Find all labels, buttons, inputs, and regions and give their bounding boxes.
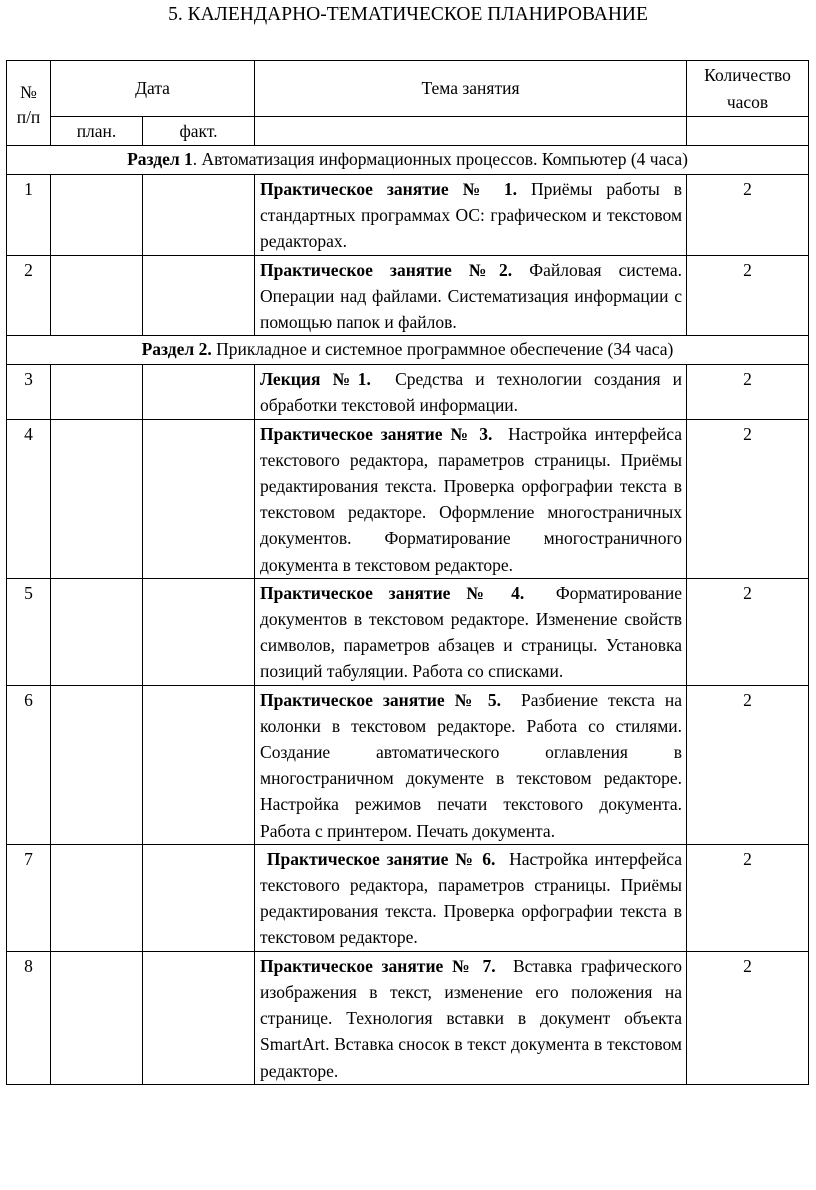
- lesson-row: [7, 685, 809, 844]
- lesson-description: Настройка интерфейса текстового редактора, параметров страницы. Приёмы редактирования текста. Проверка орфографии текста в текстовом редакторе.: [260, 848, 687, 948]
- section-title: . Автоматизация информационных процессов. Компьютер (4 часа): [192, 149, 688, 169]
- lesson-type: Практическое занятие № 5.: [260, 689, 502, 710]
- lesson-hours: 2: [687, 255, 809, 336]
- lesson-plan-date: [51, 951, 143, 1084]
- header-row: [7, 61, 809, 117]
- lesson-description: Приёмы работы в стандартных программах ОС: графическом и текстовом редакторах.: [260, 179, 687, 252]
- lesson-number: 8: [7, 951, 51, 1084]
- lesson-number: 7: [7, 844, 51, 951]
- section-label: Раздел 1: [127, 149, 193, 169]
- header-subrow: [7, 117, 809, 146]
- lesson-plan-date: [51, 578, 143, 685]
- lesson-type: Практическое занятие № 6.: [260, 848, 496, 869]
- lesson-type: Практическое занятие № 1.: [260, 179, 518, 199]
- header-hours-line1: Количество: [704, 65, 791, 85]
- lesson-type: Лекция №1.: [260, 369, 371, 390]
- lesson-number: 3: [7, 365, 51, 419]
- lesson-plan-date: [51, 175, 143, 256]
- lesson-description: Разбиение текста на колонки в текстовом редакторе. Работа со стилями. Создание автоматического оглавления в многостраничном документе в текстовом редакторе. Настройка режимов печати текстового документа. Работа с принтером. Печать документа.: [260, 689, 687, 841]
- lesson-topic: [255, 419, 687, 578]
- header-topic: Тема занятия: [255, 61, 687, 117]
- lesson-plan-date: [51, 365, 143, 419]
- lesson-number: 2: [7, 255, 51, 336]
- lesson-fact-date: [143, 951, 255, 1084]
- section-row: [7, 146, 809, 175]
- lesson-row: [7, 365, 809, 419]
- lesson-plan-date: [51, 255, 143, 336]
- lesson-fact-date: [143, 255, 255, 336]
- lesson-plan-date: [51, 844, 143, 951]
- lesson-hours: 2: [687, 365, 809, 419]
- lesson-description: Вставка графического изображения в текст, изменение его положения на странице. Технология вставки в документ объекта SmartArt. Вставка сносок в текст документа в текстовом редакторе.: [260, 955, 687, 1081]
- lesson-description: Форматирование документов в текстовом редакторе. Изменение свойств символов, параметров абзацев и страницы. Установка позиций табуляции. Работа со списками.: [260, 582, 687, 682]
- page-title: 5. КАЛЕНДАРНО-ТЕМАТИЧЕСКОЕ ПЛАНИРОВАНИЕ: [168, 4, 648, 25]
- lesson-plan-date: [51, 685, 143, 844]
- lesson-topic: [255, 951, 687, 1084]
- lesson-number: 5: [7, 578, 51, 685]
- lesson-fact-date: [143, 175, 255, 256]
- lesson-description: Средства и технологии создания и обработки текстовой информации.: [260, 369, 687, 416]
- lesson-row: [7, 578, 809, 685]
- lesson-fact-date: [143, 365, 255, 419]
- lesson-row: [7, 419, 809, 578]
- lesson-description: Файловая система. Операции над файлами. Систематизация информации с помощью папок и файлов.: [260, 259, 687, 333]
- schedule-table: [6, 60, 809, 1085]
- lesson-type: Практическое занятие № 3.: [260, 423, 493, 444]
- header-hours-blank: [687, 117, 809, 146]
- lesson-number: 1: [7, 175, 51, 256]
- lesson-plan-date: [51, 419, 143, 578]
- section-title: Прикладное и системное программное обеспечение (34 часа): [211, 339, 674, 360]
- section-heading: [7, 336, 809, 365]
- schedule-table-body: [7, 61, 809, 1085]
- lesson-topic: [255, 685, 687, 844]
- lesson-row: [7, 951, 809, 1084]
- header-number-line1: №: [20, 82, 37, 102]
- lesson-topic: [255, 255, 687, 336]
- lesson-hours: 2: [687, 578, 809, 685]
- lesson-row: [7, 844, 809, 951]
- lesson-hours: 2: [687, 685, 809, 844]
- lesson-topic: [255, 578, 687, 685]
- header-number: [7, 61, 51, 146]
- lesson-hours: 2: [687, 175, 809, 256]
- lesson-type: Практическое занятие № 4.: [260, 582, 525, 603]
- lesson-topic: [255, 175, 687, 256]
- header-number-line2: п/п: [16, 107, 41, 127]
- header-date: Дата: [51, 61, 255, 117]
- lesson-row: [7, 175, 809, 256]
- lesson-row: [7, 255, 809, 336]
- lesson-topic: [255, 365, 687, 419]
- section-label: Раздел 2.: [141, 339, 212, 360]
- section-heading: [7, 146, 809, 175]
- lesson-fact-date: [143, 844, 255, 951]
- section-row: [7, 336, 809, 365]
- lesson-fact-date: [143, 578, 255, 685]
- lesson-hours: 2: [687, 951, 809, 1084]
- lesson-topic: [255, 844, 687, 951]
- lesson-hours: 2: [687, 419, 809, 578]
- header-hours: [687, 61, 809, 117]
- lesson-fact-date: [143, 685, 255, 844]
- header-plan: план.: [51, 117, 143, 146]
- lesson-description: Настройка интерфейса текстового редактора, параметров страницы. Приёмы редактирования текста. Проверка орфографии текста в текстовом редакторе. Оформление многостраничных документов. Форматирование многостраничного документа в текстовом редакторе.: [260, 423, 687, 575]
- header-topic-blank: [255, 117, 687, 146]
- lesson-number: 4: [7, 419, 51, 578]
- lesson-type: Практическое занятие №2.: [260, 259, 513, 280]
- lesson-number: 6: [7, 685, 51, 844]
- header-hours-line2: часов: [726, 92, 769, 112]
- lesson-fact-date: [143, 419, 255, 578]
- header-fact: факт.: [143, 117, 255, 146]
- lesson-type: Практическое занятие № 7.: [260, 955, 496, 976]
- lesson-hours: 2: [687, 844, 809, 951]
